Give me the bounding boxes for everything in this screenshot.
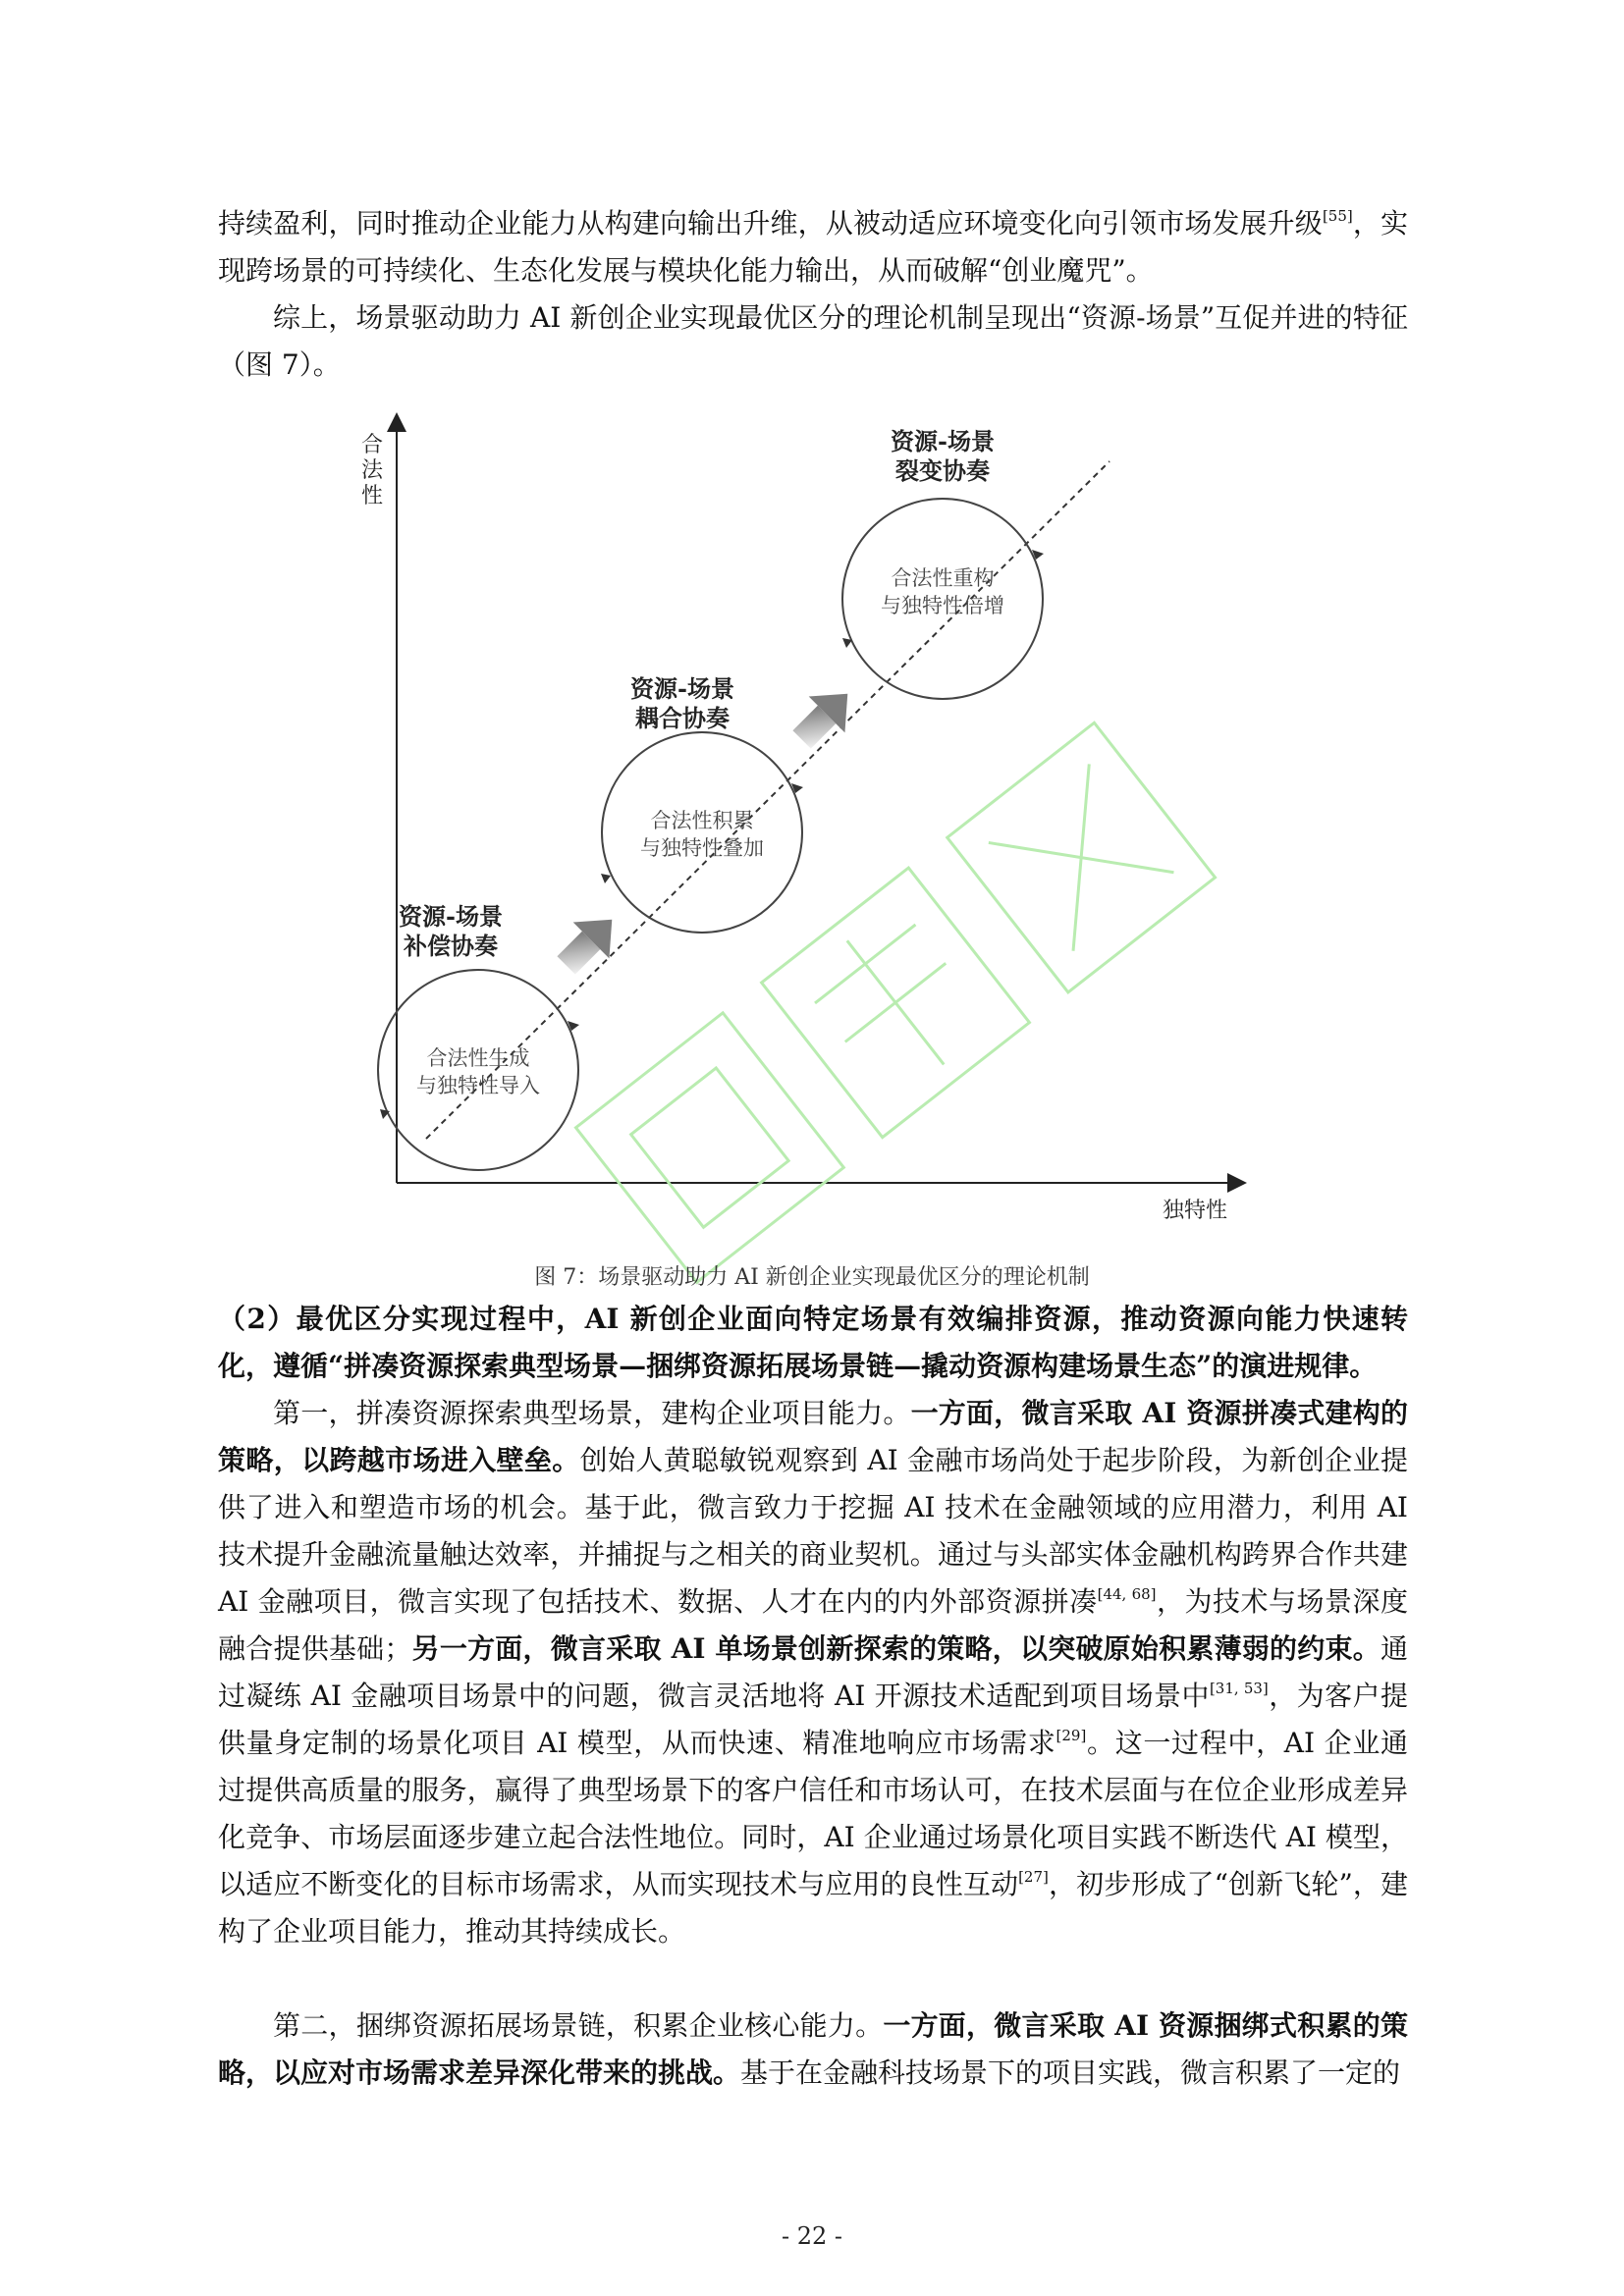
stage-2-title: 资源-场景耦合协奏: [630, 674, 734, 732]
theory-mechanism-figure: [353, 412, 1276, 1237]
stage-1-inner-text: 合法性生成与独特性导入: [416, 1046, 540, 1097]
citation: [31, 53]: [1209, 1680, 1269, 1697]
paragraph-3-text-2: 创始人黄聪敏锐观察到 AI 金融市场尚处于起步阶段，为新创企业提供了进入和塑造市场的机会。基于此，微言致力于挖掘 AI 技术在金融领域的应用潜力，利用 AI 技术提升金融流量触达效率，并捕捉与之相关的商业契机。通过与头部实体金融机构跨界合作共建 AI 金融项目，微言实现了包括技术、数据、人才在内的内外部资源拼凑: [218, 1444, 1408, 1618]
paragraph-4: [218, 2002, 1408, 2097]
citation: [44, 68]: [1097, 1585, 1157, 1603]
citation: [29]: [1056, 1727, 1087, 1744]
circle-arrowhead-icon: [601, 874, 611, 883]
paragraph-4-bold-1: 一方面，微言采取 AI 资源捆绑式积累的策略，以应对市场需求差异深化带来的挑战。: [218, 2009, 1408, 2089]
y-axis-label: 合 法 性: [361, 433, 384, 508]
x-axis-label: 独特性: [1162, 1199, 1227, 1223]
paragraph-3-text-3: ，为技术与场景深度融合提供基础；: [218, 1585, 1408, 1665]
figure-caption: 图 7：场景驱动助力 AI 新创企业实现最优区分的理论机制: [534, 1265, 1090, 1290]
paragraph-4-text-2: 基于在金融科技场景下的项目实践，微言积累了一定的: [740, 2056, 1401, 2089]
progress-arrow-2-icon: [784, 675, 865, 757]
paragraph-1: [218, 200, 1408, 294]
stage-2-inner-text: 合法性积累与独特性叠加: [640, 809, 764, 860]
citation: [55]: [1322, 207, 1353, 225]
stage-3-inner-text: 合法性重构与独特性倍增: [881, 566, 1004, 617]
trend-diagonal: [426, 461, 1110, 1139]
paragraph-3: [218, 1390, 1408, 1955]
section-heading: （2）最优区分实现过程中，AI 新创企业面向特定场景有效编排资源，推动资源向能力快速转化，遵循“拼凑资源探索典型场景—捆绑资源拓展场景链—撬动资源构建场景生态”的演进规律。: [218, 1303, 1408, 1382]
stage-3-title: 资源-场景裂变协奏: [891, 427, 995, 485]
page-number: - 22 -: [781, 2222, 842, 2250]
paragraph-1-text-cont: ，实现跨场景的可持续化、生态化发展与模块化能力输出，从而破解“创业魔咒”。: [218, 207, 1408, 287]
paragraph-3-bold-1: 一方面，微言采取 AI 资源拼凑式建构的策略，以跨越市场进入壁垒。: [218, 1397, 1408, 1476]
paragraph-3-text-7: ，初步形成了“创新飞轮”，建构了企业项目能力，推动其持续成长。: [218, 1868, 1408, 1948]
paragraph-3-text-4: 通过凝练 AI 金融项目场景中的问题，微言灵活地将 AI 开源技术适配到项目场景中: [218, 1632, 1408, 1712]
stage-1-circle: [378, 970, 578, 1170]
paragraph-3-text: 第一，拼凑资源探索典型场景，建构企业项目能力。: [273, 1397, 911, 1429]
paragraph-2: 综上，场景驱动助力 AI 新创企业实现最优区分的理论机制呈现出“资源-场景”互促并进的特征（图 7）。: [218, 301, 1408, 381]
paragraph-4-text: 第二，捆绑资源拓展场景链，积累企业核心能力。: [273, 2009, 884, 2042]
paragraph-3-text-5: ，为客户提供量身定制的场景化项目 AI 模型，从而快速、精准地响应市场需求: [218, 1680, 1408, 1759]
paragraph-1-text: 持续盈利，同时推动企业能力从构建向输出升维，从被动适应环境变化向引领市场发展升级: [218, 207, 1323, 240]
stage-1-title: 资源-场景补偿协奏: [399, 902, 503, 960]
paragraph-3-bold-2: 另一方面，微言采取 AI 单场景创新探索的策略，以突破原始积累薄弱的约束。: [411, 1632, 1380, 1665]
citation: [27]: [1018, 1868, 1049, 1886]
paragraph-3-text-6: 。这一过程中，AI 企业通过提供高质量的服务，赢得了典型场景下的客户信任和市场认可，在技术层面与在位企业形成差异化竞争、市场层面逐步建立起合法性地位。同时，AI 企业通过场景化项目实践不断迭代 AI 模型，以适应不断变化的目标市场需求，从而实现技术与应用的良性互动: [218, 1727, 1409, 1900]
stage-2-circle: [602, 732, 802, 933]
progress-arrow-1-icon: [548, 901, 629, 983]
